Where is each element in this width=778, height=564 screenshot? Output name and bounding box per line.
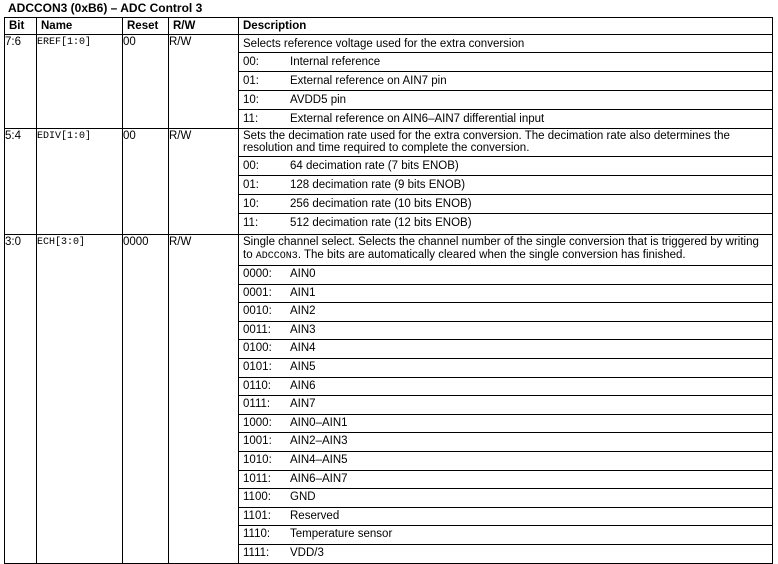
option-item — [239, 303, 772, 322]
bit-cell: 7:6 — [5, 35, 37, 129]
option-text: AIN6 — [290, 379, 316, 392]
option-text: 128 decimation rate (9 bits ENOB) — [290, 179, 466, 191]
reset-cell: 00 — [123, 35, 169, 129]
description-cell — [239, 129, 773, 235]
rw-cell: R/W — [169, 235, 239, 564]
option-text: External reference on AIN6–AIN7 differential input — [290, 113, 545, 125]
option-text: 64 decimation rate (7 bits ENOB) — [290, 160, 459, 172]
description-cell — [239, 35, 773, 129]
option-code: 0001: — [243, 286, 272, 299]
description-cell — [239, 235, 773, 564]
header-description: Description — [239, 18, 773, 35]
rw-cell: R/W — [169, 129, 239, 235]
option-code: 1101: — [243, 509, 271, 522]
option-item — [239, 378, 772, 397]
option-code: 0000: — [243, 268, 272, 280]
option-text: AIN2–AIN3 — [290, 435, 348, 448]
description-text — [239, 235, 772, 266]
rw-cell: R/W — [169, 35, 239, 129]
header-bit: Bit — [5, 18, 37, 35]
register-title: ADCCON3 (0xB6) – ADC Control 3 — [8, 1, 203, 15]
option-item — [239, 110, 772, 128]
option-item — [239, 214, 772, 232]
option-item — [239, 322, 772, 341]
option-code: 11: — [243, 217, 259, 229]
option-text: AIN4–AIN5 — [290, 453, 348, 466]
register-code: ADCCON3 — [255, 250, 298, 262]
header-name: Name — [37, 18, 123, 35]
option-item — [239, 195, 772, 214]
bit-cell: 3:0 — [5, 235, 37, 564]
name-cell: ECH[3:0] — [37, 235, 123, 564]
option-item — [239, 266, 772, 285]
header-reset: Reset — [123, 18, 169, 35]
bit-cell: 5:4 — [5, 129, 37, 235]
option-text: AIN0–AIN1 — [290, 416, 348, 429]
option-code: 1001: — [243, 435, 272, 448]
header-rw: R/W — [169, 18, 239, 35]
option-text: GND — [290, 491, 316, 504]
option-code: 0110: — [243, 379, 271, 392]
option-text: AIN7 — [290, 398, 316, 411]
option-text: Temperature sensor — [290, 528, 393, 541]
option-code: 11: — [243, 113, 259, 125]
option-code: 0111: — [243, 398, 271, 411]
option-item — [239, 91, 772, 110]
channel-option-list — [239, 266, 772, 563]
option-item — [239, 176, 772, 195]
option-code: 10: — [243, 198, 259, 210]
option-item — [239, 285, 772, 304]
option-text: AIN0 — [290, 268, 316, 280]
option-text: AIN3 — [290, 323, 316, 336]
option-code: 1100: — [243, 491, 271, 504]
option-text: AVDD5 pin — [290, 94, 347, 106]
option-text: External reference on AIN7 pin — [290, 75, 447, 87]
option-code: 1110: — [243, 528, 271, 541]
option-text: AIN5 — [290, 360, 316, 373]
option-code: 1010: — [243, 453, 272, 466]
header-row — [5, 18, 773, 35]
description-pre: Single channel select. Selects the channel number of the single conversion that is triggered by writing to — [243, 236, 759, 261]
reset-cell: 00 — [123, 129, 169, 235]
option-code: 01: — [243, 75, 259, 87]
option-code: 1011: — [243, 472, 271, 485]
option-text: AIN6–AIN7 — [290, 472, 348, 485]
option-item — [239, 415, 772, 434]
option-item — [239, 545, 772, 563]
option-code: 0100: — [243, 342, 272, 355]
option-code: 0010: — [243, 305, 272, 318]
description-post: . The bits are automatically cleared when the single conversion has finished. — [297, 248, 686, 261]
option-code: 00: — [243, 160, 259, 172]
option-code: 10: — [243, 94, 259, 106]
table-row — [5, 35, 773, 129]
option-text: Internal reference — [290, 56, 381, 68]
option-text: AIN4 — [290, 342, 316, 355]
option-item — [239, 471, 772, 490]
name-cell: EREF[1:0] — [37, 35, 123, 129]
option-text: VDD/3 — [290, 546, 324, 559]
option-item — [239, 452, 772, 471]
option-item — [239, 53, 772, 72]
option-text: AIN1 — [290, 286, 316, 299]
option-item — [239, 526, 772, 545]
option-code: 01: — [243, 179, 259, 191]
description-text: Sets the decimation rate used for the extra conversion. The decimation rate also determines the resolution and time required to complete the conversion. — [239, 129, 772, 157]
option-item — [239, 396, 772, 415]
option-item — [239, 340, 772, 359]
option-code: 1000: — [243, 416, 272, 429]
reset-cell: 0000 — [123, 235, 169, 564]
option-item — [239, 72, 772, 91]
option-code: 0101: — [243, 360, 272, 373]
option-item — [239, 433, 772, 452]
option-text: 512 decimation rate (12 bits ENOB) — [290, 217, 472, 229]
option-item — [239, 489, 772, 508]
option-code: 1111: — [243, 546, 270, 559]
option-code: 0011: — [243, 323, 271, 336]
option-text: 256 decimation rate (10 bits ENOB) — [290, 198, 472, 210]
name-cell: EDIV[1:0] — [37, 129, 123, 235]
table-row — [5, 235, 773, 564]
register-table — [4, 17, 773, 564]
option-item — [239, 157, 772, 176]
option-item — [239, 508, 772, 527]
description-text: Selects reference voltage used for the extra conversion — [239, 35, 772, 53]
option-text: Reserved — [290, 509, 340, 522]
option-code: 00: — [243, 56, 259, 68]
table-row — [5, 129, 773, 235]
option-item — [239, 359, 772, 378]
option-text: AIN2 — [290, 305, 316, 318]
